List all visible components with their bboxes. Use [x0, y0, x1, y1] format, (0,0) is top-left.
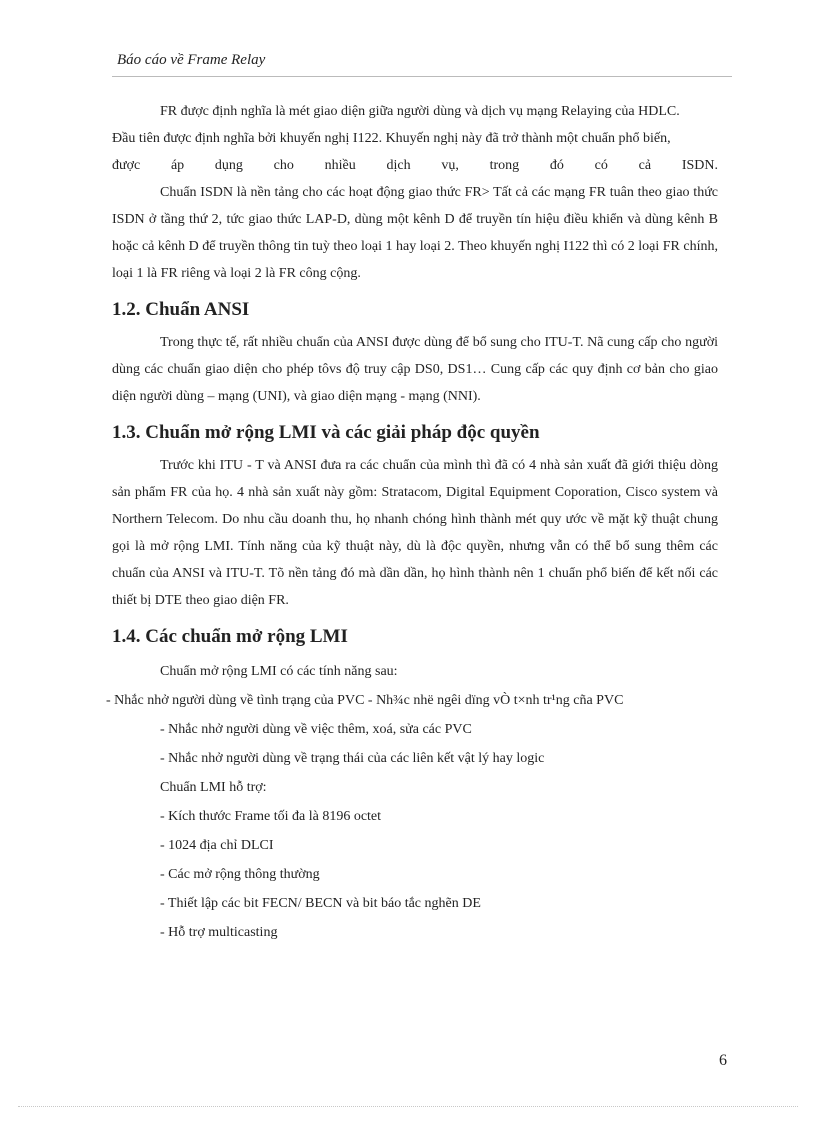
footer-dotted-rule — [18, 1106, 798, 1107]
support-title: Chuẩn LMI hỗ trợ: — [160, 780, 267, 795]
header-rule — [112, 76, 732, 77]
paragraph-lmi-history: Trước khi ITU - T và ANSI đưa ra các chuẩn của mình thì đã có 4 nhà sản xuất đã giới thiệu dòng sản phẩm FR của họ. 4 nhà sản xuất này gồm: Stratacom, Digital Equipment Coporation, Cisco system và Northern Telecom. Do nhu cầu doanh thu, họ nhanh chóng hình thành mét quy ước về mặt kỹ thuật chung gọi là mở rộng LMI. Tính năng của kỹ thuật này, dù là độc quyền, nhưng vẫn có thể bổ sung thêm các chuẩn của ANSI và ITU-T. Tõ nền tảng đó mà dần dần, họ hình thành nên 1 chuẩn phổ biến để kết nối các thiết bị DTE theo giao diện FR. — [112, 458, 718, 608]
support-item: - Thiết lập các bit FECN/ BECN và bit báo tắc nghẽn DE — [160, 896, 481, 911]
paragraph-fr-definition-line2: Đầu tiên được định nghĩa bởi khuyến nghị I122. Khuyến nghị này đã trở thành một chuẩn phổ biến, — [112, 131, 671, 146]
heading-1-2: 1.2. Chuẩn ANSI — [112, 299, 250, 320]
heading-1-3: 1.3. Chuẩn mở rộng LMI và các giải pháp độc quyền — [112, 422, 540, 443]
page-number: 6 — [719, 1052, 727, 1069]
heading-1-4: 1.4. Các chuẩn mở rộng LMI — [112, 626, 348, 647]
feature-item-link-status: - Nhắc nhở người dùng về trạng thái của các liên kết vật lý hay logic — [160, 751, 545, 766]
paragraph-ansi: Trong thực tế, rất nhiều chuẩn của ANSI được dùng để bổ sung cho ITU-T. Nã cung cấp cho người dùng các chuẩn giao diện cho phép tôvs độ truy cập DS0, DS1… Cung cấp các quy định cơ bản cho giao diện người dùng – mạng (UNI), và giao diện mạng - mạng (NNI). — [112, 335, 718, 404]
page-content — [106, 98, 718, 948]
feature-item-pvc-status: - Nhắc nhở người dùng về tình trạng của PVC - Nh¾c nhë ngêi dïng vÒ t×nh tr¹ng cña PVC — [106, 693, 624, 708]
paragraph-fr-definition-line3: được áp dụng cho nhiều dịch vụ, trong đó có cả ISDN. — [112, 158, 718, 173]
support-item: - 1024 địa chỉ DLCI — [160, 838, 274, 853]
support-item: - Kích thước Frame tối đa là 8196 octet — [160, 809, 382, 824]
paragraph-fr-definition-line1: FR được định nghĩa là mét giao diện giữa người dùng và dịch vụ mạng Relaying của HDLC. — [160, 104, 680, 119]
paragraph-isdn: Chuẩn ISDN là nền tảng cho các hoạt động giao thức FR> Tất cả các mạng FR tuân theo giao thức ISDN ở tầng thứ 2, tức giao thức LAP-D, dùng một kênh D để truyền tín hiệu điều khiển và dùng kênh B hoặc cả kênh D để truyền thông tin tuỳ theo loại 1 hay loại 2. Theo khuyến nghị I122 thì có 2 loại FR chính, loại 1 là FR riêng và loại 2 là FR công cộng. — [112, 185, 718, 281]
feature-item-pvc-changes: - Nhắc nhở người dùng về việc thêm, xoá, sửa các PVC — [160, 722, 472, 737]
support-item: - Các mở rộng thông thường — [160, 867, 320, 882]
document-header-title: Báo cáo về Frame Relay — [117, 52, 266, 68]
paragraph-lmi-features-intro: Chuẩn mở rộng LMI có các tính năng sau: — [160, 664, 398, 679]
support-item: - Hỗ trợ multicasting — [160, 925, 278, 940]
